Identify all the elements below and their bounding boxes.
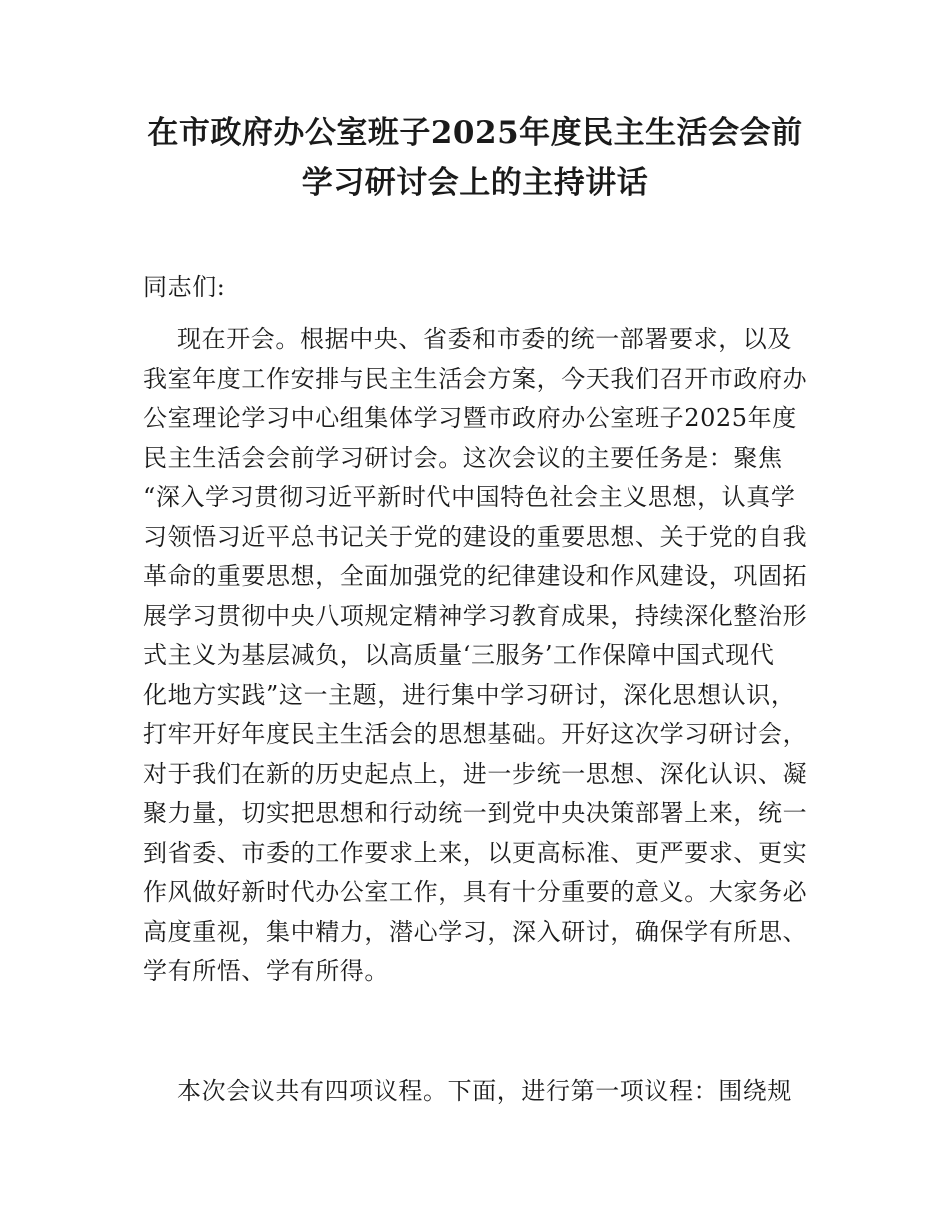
paragraph-1-line: 公室理论学习中心组集体学习暨市政府办公室班子2025年度	[143, 404, 797, 432]
paragraph-1-line: 到省委、市委的工作要求上来，以更高标准、更严要求、更实	[143, 838, 808, 867]
paragraph-1-line: 作风做好新时代办公室工作，具有十分重要的意义。大家务必	[143, 878, 808, 906]
paragraph-1-line: 我室年度工作安排与民主生活会方案，今天我们召开市政府办	[143, 364, 808, 393]
paragraph-1-line: 高度重视，集中精力，潜心学习，深入研讨，确保学有所思、	[143, 917, 808, 946]
paragraph-1-line: 对于我们在新的历史起点上，进一步统一思想、深化认识、凝	[143, 759, 808, 788]
paragraph-1-line: 学有所悟、学有所得。	[143, 957, 389, 985]
paragraph-1-line: 聚力量，切实把思想和行动统一到党中央决策部署上来，统一	[143, 799, 808, 827]
paragraph-1-line: “深入学习贯彻习近平新时代中国特色社会主义思想，认真学	[143, 483, 796, 511]
paragraph-1	[143, 320, 815, 992]
paragraph-1-line: 展学习贯彻中央八项规定精神学习教育成果，持续深化整治形	[143, 601, 808, 630]
paragraph-2: 本次会议共有四项议程。下面，进行第一项议程：围绕规	[177, 1077, 792, 1105]
paragraph-1-line: 式主义为基层减负，以高质量‘三服务’工作保障中国式现代	[143, 641, 775, 669]
title-line-1: 在市政府办公室班子2025年度民主生活会会前	[147, 115, 803, 151]
title-line-2: 学习研讨会上的主持讲话	[301, 165, 649, 201]
paragraph-1-line: 习领悟习近平总书记关于党的建设的重要思想、关于党的自我	[143, 522, 808, 551]
salutation: 同志们:	[143, 273, 226, 301]
paragraph-1-line: 现在开会。根据中央、省委和市委的统一部署要求，以及	[177, 325, 792, 353]
paragraph-1-line: 打牢开好年度民主生活会的思想基础。开好这次学习研讨会，	[143, 720, 808, 748]
paragraph-1-line: 革命的重要思想，全面加强党的纪律建设和作风建设，巩固拓	[143, 562, 808, 590]
paragraph-1-line: 化地方实践”这一主题，进行集中学习研讨，深化思想认识，	[143, 680, 796, 709]
document-title	[120, 108, 830, 208]
paragraph-1-line: 民主生活会会前学习研讨会。这次会议的主要任务是：聚焦	[143, 443, 783, 472]
